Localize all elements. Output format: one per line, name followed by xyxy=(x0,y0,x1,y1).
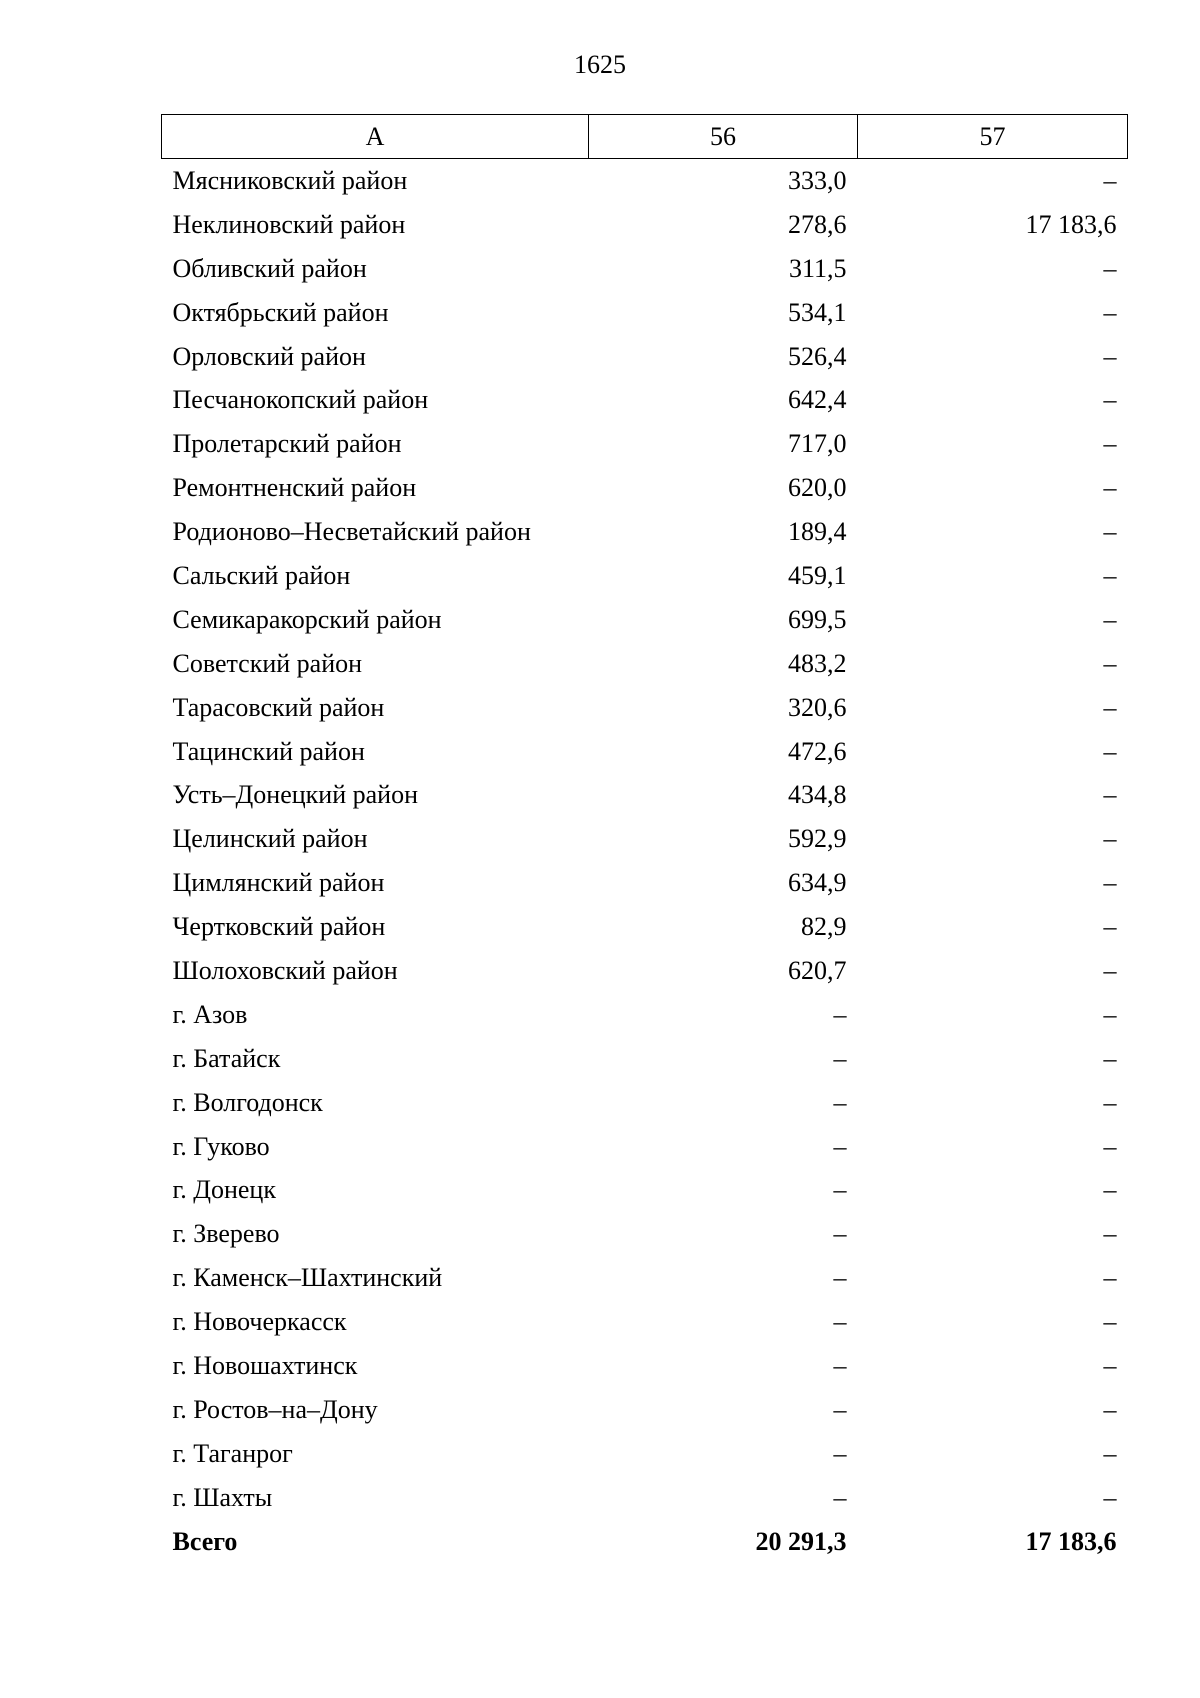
row-name-cell: г. Гуково xyxy=(172,1131,270,1161)
table-row xyxy=(162,730,1128,774)
table-body xyxy=(162,159,1128,1564)
row-value-57-cell: – xyxy=(1103,1394,1117,1424)
row-name-cell: Чертковский район xyxy=(172,912,386,942)
row-value-56-cell: 483,2 xyxy=(788,648,847,678)
row-value-56-cell: 278,6 xyxy=(788,209,847,239)
table-row xyxy=(162,1081,1128,1125)
row-value-56-cell: 717,0 xyxy=(788,429,847,459)
row-value-56-cell: – xyxy=(833,1219,847,1249)
row-name-cell: Обливский район xyxy=(172,253,367,283)
row-value-56-cell: 459,1 xyxy=(788,560,847,590)
row-value-57-cell: – xyxy=(1103,1087,1117,1117)
page-number: 1625 xyxy=(574,50,626,79)
row-value-57-cell: – xyxy=(1103,385,1117,415)
table-row xyxy=(162,291,1128,335)
row-name-cell: г. Новошахтинск xyxy=(172,1350,358,1380)
row-value-57-cell: – xyxy=(1103,868,1117,898)
row-name-cell: г. Донецк xyxy=(172,1175,276,1205)
row-name-cell: г. Батайск xyxy=(172,1043,281,1073)
row-value-56-cell: – xyxy=(833,1087,847,1117)
table-row xyxy=(162,993,1128,1037)
row-value-57-cell: – xyxy=(1103,253,1117,283)
row-value-56-cell: 434,8 xyxy=(788,780,847,810)
row-name-cell: Тарасовский район xyxy=(172,692,385,722)
table-row xyxy=(162,335,1128,379)
row-value-56-cell: 642,4 xyxy=(788,385,847,415)
row-value-57-cell: – xyxy=(1103,955,1117,985)
row-value-57-cell: – xyxy=(1103,692,1117,722)
table-row xyxy=(162,1300,1128,1344)
row-name-cell: г. Новочеркасск xyxy=(172,1307,347,1337)
row-value-56-cell: 472,6 xyxy=(788,736,847,766)
row-value-57-cell: – xyxy=(1103,1350,1117,1380)
row-name-cell: г. Шахты xyxy=(172,1482,273,1512)
table-row xyxy=(162,159,1128,203)
row-name-cell: Ремонтненский район xyxy=(172,473,417,503)
row-value-57-cell: – xyxy=(1103,341,1117,371)
table-row xyxy=(162,203,1128,247)
row-name-cell: Советский район xyxy=(172,648,363,678)
table-row xyxy=(162,1037,1128,1081)
row-name-cell: Октябрьский район xyxy=(172,297,389,327)
row-value-57-cell: – xyxy=(1103,736,1117,766)
row-value-56-cell: 333,0 xyxy=(788,165,847,195)
row-name-cell: Неклиновский район xyxy=(172,209,406,239)
row-value-57-cell: – xyxy=(1103,999,1117,1029)
row-value-56-cell: – xyxy=(833,1394,847,1424)
row-name-cell: г. Азов xyxy=(172,999,248,1029)
row-value-57-cell: – xyxy=(1103,1219,1117,1249)
row-value-56-cell: – xyxy=(833,999,847,1029)
row-value-57-cell: – xyxy=(1103,604,1117,634)
row-value-57-cell: – xyxy=(1103,1307,1117,1337)
table-row xyxy=(162,642,1128,686)
header-column-56: 56 xyxy=(589,115,858,159)
row-name-cell: г. Ростов–на–Дону xyxy=(172,1394,378,1424)
row-value-56-cell: – xyxy=(833,1438,847,1468)
row-name-cell: Целинский район xyxy=(172,824,368,854)
table-row xyxy=(162,1168,1128,1212)
row-value-57-cell: – xyxy=(1103,429,1117,459)
row-value-57-cell: 17 183,6 xyxy=(1025,209,1117,239)
row-value-57-cell: – xyxy=(1103,1131,1117,1161)
row-name-cell: Родионово–Несветайский район xyxy=(172,517,531,547)
row-value-56-cell: – xyxy=(833,1350,847,1380)
row-name-cell: Усть–Донецкий район xyxy=(172,780,418,810)
row-value-57-cell: – xyxy=(1103,517,1117,547)
row-value-57-cell: – xyxy=(1103,912,1117,942)
table-row xyxy=(162,773,1128,817)
row-name-cell: Мясниковский район xyxy=(172,165,408,195)
table-row xyxy=(162,817,1128,861)
row-name-cell: г. Волгодонск xyxy=(172,1087,323,1117)
table-row xyxy=(162,1125,1128,1169)
row-name-cell: Пролетарский район xyxy=(172,429,402,459)
row-value-57-cell: – xyxy=(1103,1263,1117,1293)
table-header-row xyxy=(162,115,1128,159)
row-value-56-cell: 534,1 xyxy=(788,297,847,327)
row-value-56-cell: 592,9 xyxy=(788,824,847,854)
table-row xyxy=(162,1432,1128,1476)
row-value-57-cell: – xyxy=(1103,824,1117,854)
row-value-56-cell: – xyxy=(833,1307,847,1337)
row-value-56-cell: 634,9 xyxy=(788,868,847,898)
row-value-57-cell: – xyxy=(1103,297,1117,327)
table-row xyxy=(162,554,1128,598)
row-value-56-cell: – xyxy=(833,1131,847,1161)
row-name-cell: Шолоховский район xyxy=(172,955,398,985)
table-row xyxy=(162,1212,1128,1256)
table-row xyxy=(162,861,1128,905)
table-row xyxy=(162,1344,1128,1388)
table-row xyxy=(162,949,1128,993)
total-row xyxy=(162,1520,1128,1564)
table-row xyxy=(162,1388,1128,1432)
row-value-56-cell: 526,4 xyxy=(788,341,847,371)
row-value-57-cell: 17 183,6 xyxy=(1025,1526,1117,1556)
row-value-57-cell: – xyxy=(1103,560,1117,590)
row-name-cell: Песчанокопский район xyxy=(172,385,429,415)
row-value-56-cell: 311,5 xyxy=(788,253,847,283)
row-value-57-cell: – xyxy=(1103,648,1117,678)
row-name-cell: г. Каменск–Шахтинский xyxy=(172,1263,443,1293)
row-value-56-cell: 620,0 xyxy=(788,473,847,503)
row-value-56-cell: – xyxy=(833,1263,847,1293)
row-value-56-cell: 82,9 xyxy=(801,912,847,942)
row-value-56-cell: 189,4 xyxy=(788,517,847,547)
table-row xyxy=(162,466,1128,510)
row-name-cell: Орловский район xyxy=(172,341,366,371)
table-row xyxy=(162,1256,1128,1300)
row-value-57-cell: – xyxy=(1103,1482,1117,1512)
row-value-57-cell: – xyxy=(1103,1438,1117,1468)
row-value-57-cell: – xyxy=(1103,780,1117,810)
row-value-56-cell: – xyxy=(833,1043,847,1073)
row-name-cell: г. Таганрог xyxy=(172,1438,293,1468)
table-row xyxy=(162,686,1128,730)
table-row xyxy=(162,510,1128,554)
row-value-56-cell: 699,5 xyxy=(788,604,847,634)
table-row xyxy=(162,1476,1128,1520)
row-value-57-cell: – xyxy=(1103,473,1117,503)
row-name-cell: Цимлянский район xyxy=(172,868,385,898)
row-value-57-cell: – xyxy=(1103,1043,1117,1073)
table-row xyxy=(162,247,1128,291)
row-name-cell: Сальский район xyxy=(172,560,351,590)
header-column-a: А xyxy=(162,115,589,159)
table-row xyxy=(162,422,1128,466)
row-value-56-cell: 620,7 xyxy=(788,955,847,985)
table-row xyxy=(162,598,1128,642)
table-row xyxy=(162,378,1128,422)
row-name-cell: г. Зверево xyxy=(172,1219,280,1249)
row-value-56-cell: 320,6 xyxy=(788,692,847,722)
row-name-cell: Тацинский район xyxy=(172,736,365,766)
row-value-56-cell: – xyxy=(833,1175,847,1205)
row-name-cell: Семикаракорский район xyxy=(172,604,442,634)
data-table xyxy=(161,114,1128,1564)
row-value-56-cell: 20 291,3 xyxy=(755,1526,847,1556)
row-name-cell: Всего xyxy=(172,1526,238,1556)
table-row xyxy=(162,905,1128,949)
row-value-57-cell: – xyxy=(1103,1175,1117,1205)
header-column-57: 57 xyxy=(858,115,1128,159)
row-value-57-cell: – xyxy=(1103,165,1117,195)
row-value-56-cell: – xyxy=(833,1482,847,1512)
